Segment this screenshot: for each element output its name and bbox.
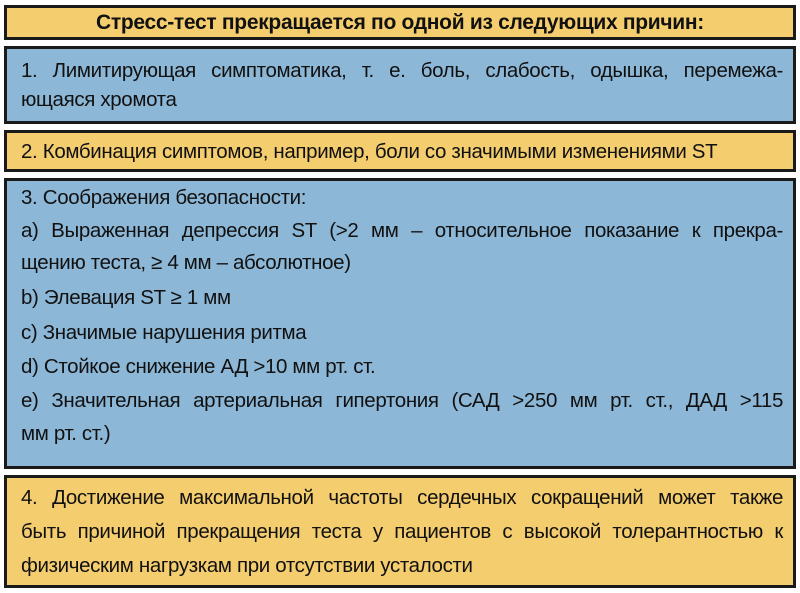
criterion-3-line-1: 3. Соображения безопасности: — [21, 186, 307, 209]
criterion-3-line-2: a) Выраженная депрессия ST (>2 мм – относительное показание к прекра- — [21, 219, 783, 242]
criterion-3-line-8: мм рт. ст.) — [21, 422, 111, 445]
criterion-2-line-1: 2. Комбинация симптомов, например, боли со значимыми изменениями ST — [21, 140, 718, 163]
criterion-4-box — [4, 475, 796, 588]
criterion-1-box — [4, 46, 796, 124]
criterion-3-line-7: e) Значительная артериальная гипертония (САД >250 мм рт. ст., ДАД >115 — [21, 389, 783, 412]
criterion-1-line-2: ющаяся хромота — [21, 88, 177, 111]
criterion-4-line-3: физическим нагрузкам при отсутствии усталости — [21, 554, 473, 577]
criterion-3-line-4: b) Элевация ST ≥ 1 мм — [21, 286, 231, 309]
criterion-1-line-1: 1. Лимитирующая симптоматика, т. е. боль, слабость, одышка, перемежа- — [21, 59, 783, 82]
criterion-3-box — [4, 178, 796, 469]
table-header — [4, 5, 796, 40]
criterion-3-line-6: d) Стойкое снижение АД >10 мм рт. ст. — [21, 355, 376, 378]
criterion-4-line-2: быть причиной прекращения теста у пациентов с высокой толерантностью к — [21, 520, 783, 543]
criterion-4-line-1: 4. Достижение максимальной частоты сердечных сокращений может также — [21, 486, 783, 509]
criterion-3-line-5: c) Значимые нарушения ритма — [21, 321, 307, 344]
criterion-3-line-3: щению теста, ≥ 4 мм – абсолютное) — [21, 251, 351, 274]
criterion-2-box — [4, 130, 796, 172]
header-title: Стресс-тест прекращается по одной из следующих причин: — [96, 11, 704, 34]
